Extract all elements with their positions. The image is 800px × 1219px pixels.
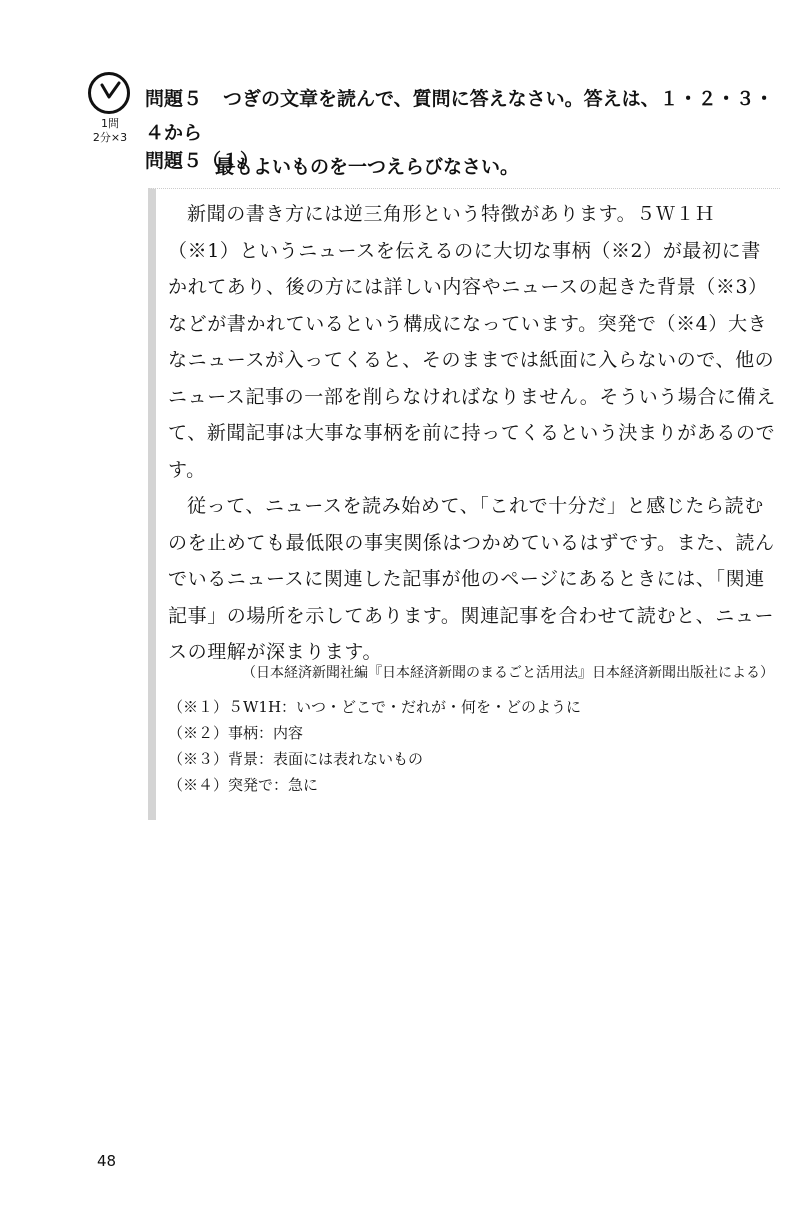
passage-paragraph-1: 新聞の書き方には逆三角形という特徴があります。５Ｗ１Ｈ（※1）というニュースを伝えるのに大切な事柄（※2）が最初に書かれてあり、後の方には詳しい内容やニュースの起きた背景（※3）などが書かれているという構成になっています。突発で（※4）大きなニュースが入ってくると、そのままでは紙面に入らないので、他のニュース記事の一部を削らなければなりません。そういう場合に備えて、新聞記事は大事な事柄を前に持ってくるという決まりがあるのです。 [168,203,776,481]
instruction-line-2: 最もよいものを一つえらびなさい。 [215,156,520,178]
page-number: 48 [97,1152,117,1170]
footnote-1: （※１）５W1H：いつ・どこで・だれが・何を・どのように [168,698,582,716]
source-citation: （日本経済新聞社編『日本経済新聞のまるごと活用法』日本経済新聞出版社による） [242,665,774,681]
problem-number: 問題５ [145,88,203,110]
score-line-1: 1問 [101,117,119,130]
footnotes [168,694,768,798]
clock-icon [88,72,130,114]
score-label [86,117,134,145]
sub-heading: 問題５（１） [145,150,260,172]
reading-passage [168,196,776,671]
footnote-3: （※３）背景：表面には表れないもの [168,750,424,768]
footnote-4: （※４）突発で：急に [168,776,319,794]
passage-paragraph-2: 従って、ニュースを読み始めて、「これで十分だ」と感じたら読むのを止めても最低限の事実関係はつかめているはずです。また、読んでいるニュースに関連した記事が他のページにあるときには、「関連記事」の場所を示してあります。関連記事を合わせて読むと、ニュースの理解が深まります。 [168,495,775,663]
score-line-2: 2分×3 [92,131,128,144]
footnote-2: （※２）事柄：内容 [168,724,304,742]
instruction-line-1: つぎの文章を読んで、質問に答えなさい。答えは、１・２・３・４から [145,88,774,144]
